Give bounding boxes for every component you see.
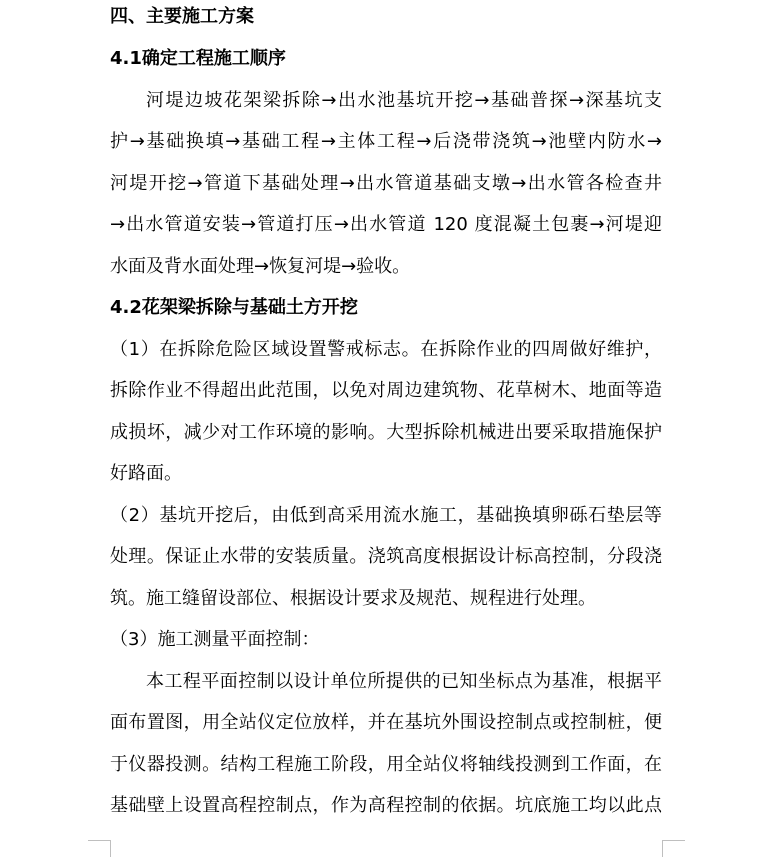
- paragraph-line: 成损坏，减少对工作环境的影响。大型拆除机械进出要采取措施保护: [110, 422, 662, 443]
- paragraph-line: 基础壁上设置高程控制点，作为高程控制的依据。坑底施工均以此点: [110, 795, 662, 816]
- crop-mark-left: [88, 840, 111, 857]
- paragraph-line: （2）基坑开挖后，由低到高采用流水施工，基础换填卵砾石垫层等: [110, 505, 662, 526]
- paragraph-line: （1）在拆除危险区域设置警戒标志。在拆除作业的四周做好维护，: [110, 339, 662, 360]
- subheading-3: （3）施工测量平面控制：: [110, 629, 320, 650]
- paragraph-line: 面布置图，用全站仪定位放样，并在基坑外围设控制点或控制桩，便: [110, 712, 662, 733]
- paragraph-line: →出水管道安装→管道打压→出水管道 120 度混凝土包裹→河堤迎: [110, 214, 662, 235]
- heading-4-2: 4.2花架梁拆除与基础土方开挖: [110, 297, 358, 318]
- paragraph-line: 于仪器投测。结构工程施工阶段，用全站仪将轴线投测到工作面，在: [110, 754, 662, 775]
- crop-mark-right: [662, 840, 685, 857]
- paragraph-line: 河堤开挖→管道下基础处理→出水管道基础支墩→出水管各检查井: [110, 173, 662, 194]
- section-title: 四、主要施工方案: [110, 6, 254, 27]
- paragraph-line: 好路面。: [110, 463, 182, 484]
- heading-4-1: 4.1确定工程施工顺序: [110, 48, 286, 69]
- paragraph-line: 河堤边坡花架梁拆除→出水池基坑开挖→基础普探→深基坑支: [146, 90, 662, 111]
- paragraph-line: 水面及背水面处理→恢复河堤→验收。: [110, 256, 411, 277]
- paragraph-line: 处理。保证止水带的安装质量。浇筑高度根据设计标高控制，分段浇: [110, 546, 662, 567]
- paragraph-line: 拆除作业不得超出此范围，以免对周边建筑物、花草树木、地面等造: [110, 380, 662, 401]
- paragraph-line: 护→基础换填→基础工程→主体工程→后浇带浇筑→池壁内防水→: [110, 131, 662, 152]
- paragraph-line: 本工程平面控制以设计单位所提供的已知坐标点为基准，根据平: [146, 671, 662, 692]
- paragraph-line: 筑。施工缝留设部位、根据设计要求及规范、规程进行处理。: [110, 588, 596, 609]
